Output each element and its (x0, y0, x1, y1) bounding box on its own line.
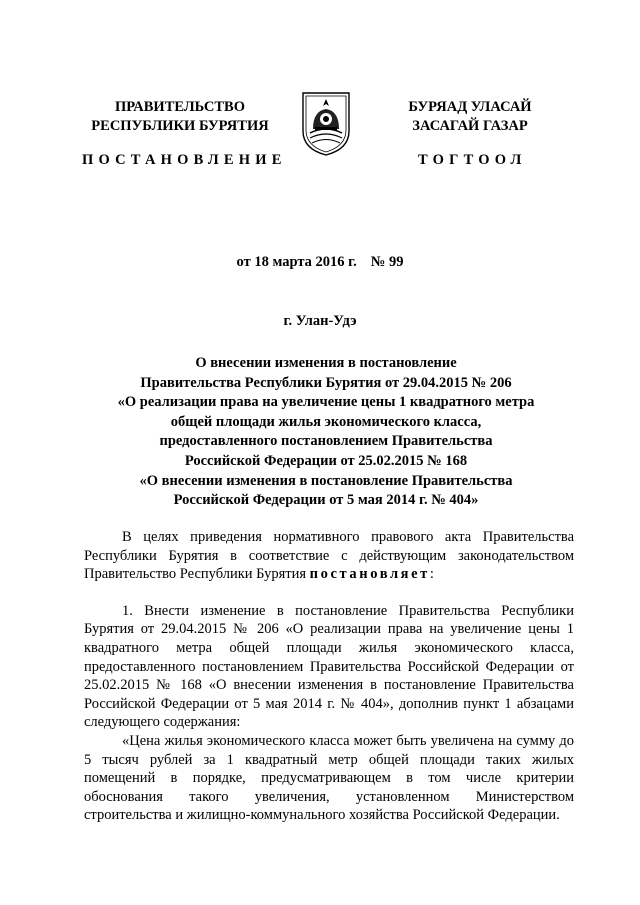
buryatia-coat-of-arms-icon (299, 89, 353, 157)
decree-keyword: постановляет (309, 566, 430, 583)
document-city: г. Улан-Удэ (283, 313, 357, 329)
document-type-buryat: ТОГТООЛ (418, 152, 527, 168)
title-line: предоставленного постановлением Правительства (159, 433, 493, 450)
issuer-line-1: ПРАВИТЕЛЬСТВО (115, 99, 245, 115)
preamble-paragraph (84, 528, 574, 584)
issuer-name-buryat (370, 98, 570, 136)
issuer-line-2: РЕСПУБЛИКИ БУРЯТИЯ (91, 118, 269, 134)
title-line: О внесении изменения в постановление (195, 355, 457, 371)
title-line: «О внесении изменения в постановление Правительства (139, 472, 513, 489)
issuer-line-2-buryat: ЗАСАГАЙ ГАЗАР (412, 118, 528, 134)
title-line: «О реализации права на увеличение цены 1 квадратного метра (117, 394, 535, 411)
document-title (84, 354, 568, 511)
quote-paragraph: «Цена жилья экономического класса может быть увеличена на сумму до 5 тысяч рублей за 1 квадратный метр общей площади таких жилых помещений в порядке, предусматривающем в том числе критерии обоснования такого увеличения, установленном Министерством строительства и жилищно-коммунального хозяйства Российской Федерации. (84, 732, 574, 824)
title-line: общей площади жилья экономического класса, (170, 413, 482, 430)
document-date: от 18 марта 2016 г. (236, 254, 357, 270)
document-body (84, 528, 574, 825)
preamble-end: : (429, 566, 434, 583)
item-1-paragraph: 1. Внести изменение в постановление Правительства Республики Бурятия от 29.04.2015 № 206 «О реализации права на увеличение цены 1 квадратного метра общей площади жилья экономического класса, предоставленного постановлением Правительства Российской Федерации от 25.02.2015 № 168 «О внесении изменения в постановление Правительства Российской Федерации от 5 мая 2014 г. № 404», дополнив пункт 1 абзацами следующего содержания: (84, 602, 574, 731)
issuer-name-russian (80, 98, 280, 136)
document-type-russian: ПОСТАНОВЛЕНИЕ (82, 152, 287, 168)
issuer-line-1-buryat: БУРЯАД УЛАСАЙ (408, 99, 532, 115)
title-line: Правительства Республики Бурятия от 29.04.2015 № 206 (140, 374, 512, 391)
document-number: № 99 (370, 254, 404, 270)
document-date-line (0, 254, 640, 271)
title-line: Российской Федерации от 25.02.2015 № 168 (184, 452, 468, 469)
title-line: Российской Федерации от 5 мая 2014 г. № 404» (173, 492, 479, 509)
preamble-text: В целях приведения нормативного правового акта Правительства Республики Бурятия в соответствие с действующим законодательством Правительство Республики Бурятия (84, 529, 574, 583)
